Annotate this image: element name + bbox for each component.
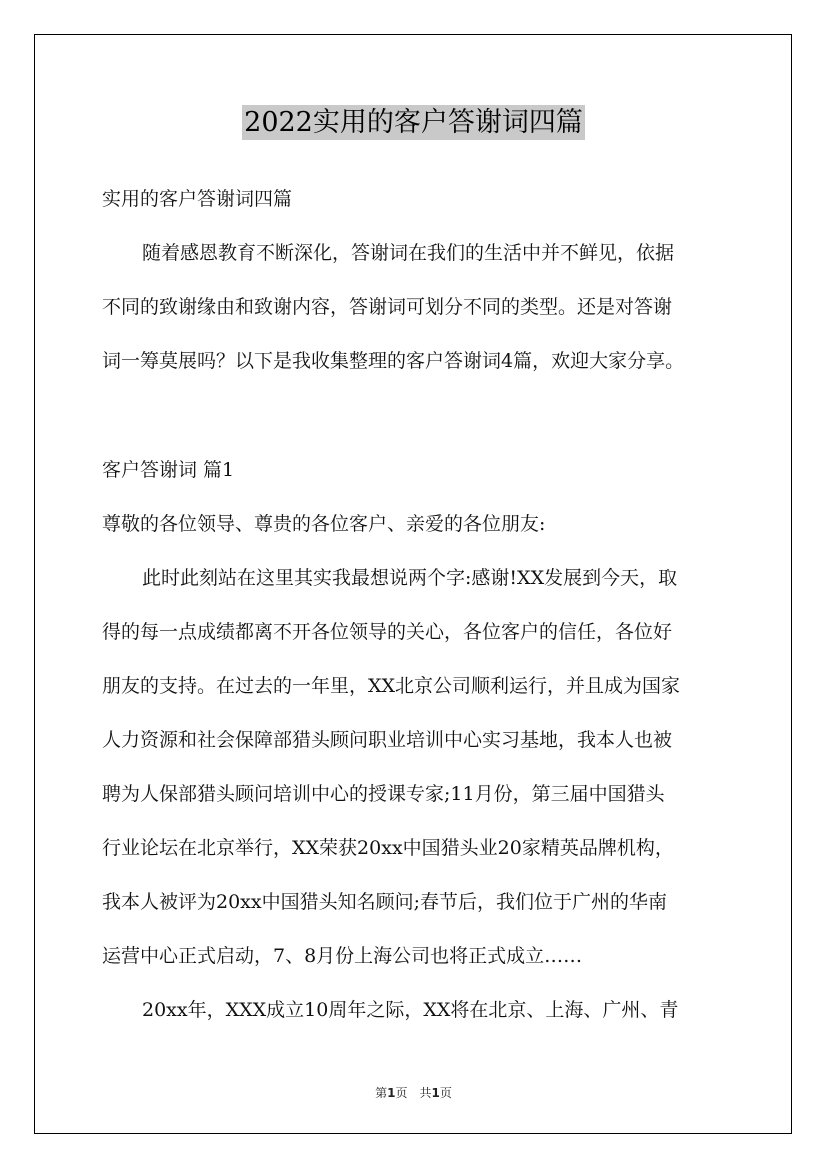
body-line: 聘为人保部猎头顾问培训中心的授课专家;11月份，第三届中国猎头: [102, 783, 665, 805]
section-heading: 客户答谢词 篇1: [102, 459, 235, 481]
body-line: 运营中心正式启动，7、8月份上海公司也将正式成立……: [102, 945, 583, 967]
intro-line: 词一筹莫展吗？以下是我收集整理的客户答谢词4篇，欢迎大家分享。: [102, 350, 685, 372]
intro-line: 随着感恩教育不断深化，答谢词在我们的生活中并不鲜见，依据: [142, 242, 675, 264]
footer-total-number: 1: [431, 1086, 440, 1100]
intro-line: 不同的致谢缘由和致谢内容，答谢词可划分不同的类型。还是对答谢: [102, 296, 673, 318]
footer-page-suffix: 页: [395, 1086, 408, 1100]
body-line: 得的每一点成绩都离不开各位领导的关心，各位客户的信任，各位好: [102, 621, 673, 643]
body-line: 行业论坛在北京举行，XX荣获20xx中国猎头业20家精英品牌机构，: [102, 837, 674, 859]
salutation: 尊敬的各位领导、尊贵的各位客户、亲爱的各位朋友:: [102, 513, 546, 535]
subtitle: 实用的客户答谢词四篇: [102, 188, 293, 210]
page-footer: [0, 1084, 827, 1101]
document-title: [0, 100, 827, 139]
footer-page-prefix: 第: [375, 1086, 388, 1100]
body-line: 此时此刻站在这里其实我最想说两个字:感谢!XX发展到今天，取: [142, 567, 678, 589]
footer-total-suffix: 页: [439, 1086, 452, 1100]
footer-total-prefix: 共: [419, 1086, 432, 1100]
body-line: 朋友的支持。在过去的一年里，XX北京公司顺利运行，并且成为国家: [102, 675, 681, 697]
body-line: 人力资源和社会保障部猎头顾问职业培训中心实习基地，我本人也被: [102, 729, 673, 751]
body-line: 我本人被评为20xx中国猎头知名顾问;春节后，我们位于广州的华南: [102, 891, 668, 913]
document-title-text: 2022实用的客户答谢词四篇: [244, 107, 583, 138]
body-line: 20xx年，XXX成立10周年之际，XX将在北京、上海、广州、青: [142, 999, 679, 1021]
footer-page-number: 1: [387, 1086, 396, 1100]
